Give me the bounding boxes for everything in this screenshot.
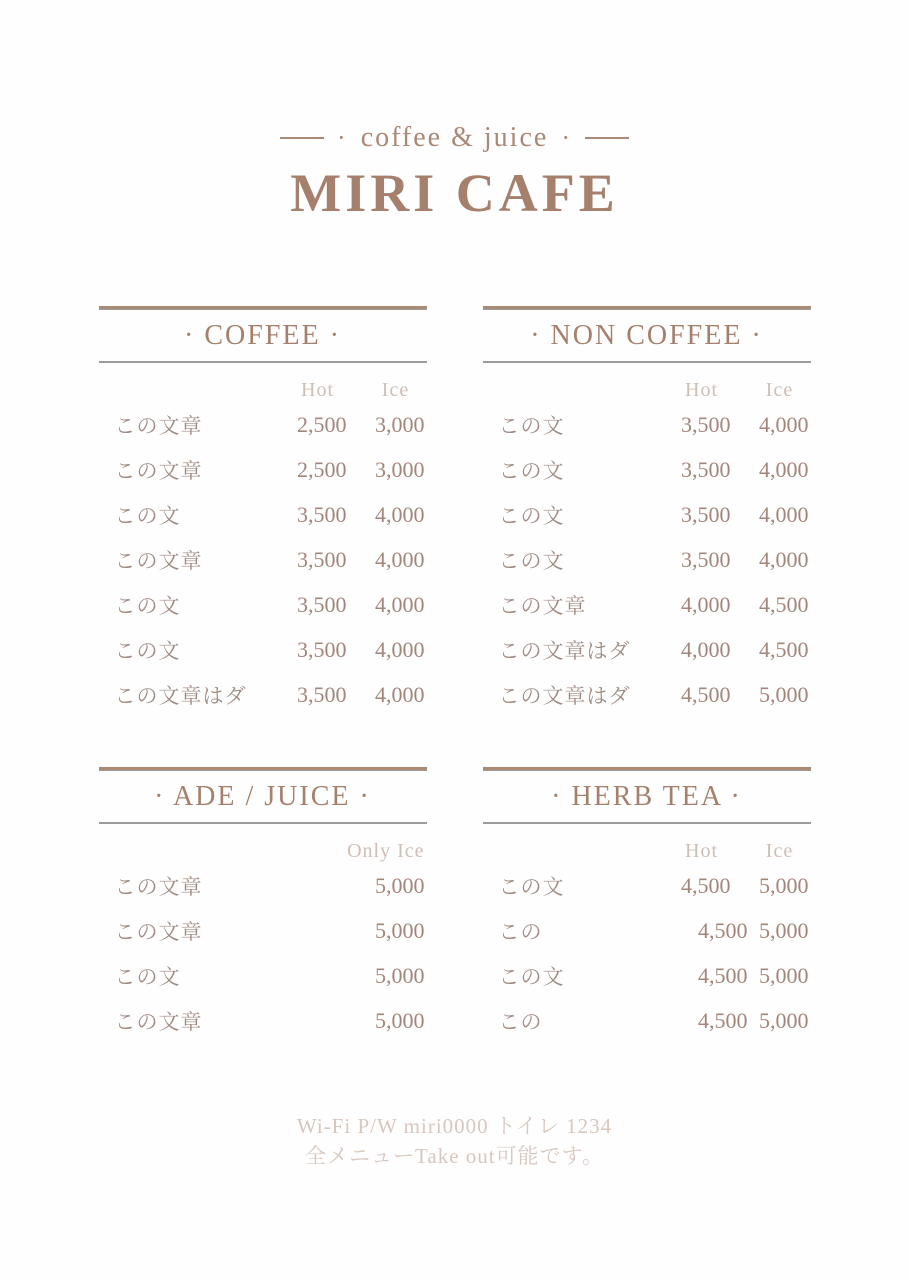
- tagline-left-dot: ·: [337, 123, 348, 152]
- menu-grid: [0, 306, 909, 1043]
- item-name: この文: [498, 413, 565, 438]
- item-price-ice: 4,000: [375, 546, 425, 572]
- item-price-ice: 3,000: [375, 456, 425, 482]
- menu-item-row: [99, 447, 427, 492]
- item-name: この文章: [114, 874, 203, 899]
- section-coffee: [99, 306, 427, 717]
- column-header-ice: Ice: [381, 379, 410, 401]
- item-price-hot: 3,500: [681, 456, 731, 482]
- menu-item-row: [99, 537, 427, 582]
- item-name: この文: [114, 503, 181, 528]
- item-price-hot: 3,500: [297, 591, 347, 617]
- item-name: この文: [114, 593, 181, 618]
- item-name: この文章はダ: [498, 638, 631, 663]
- menu-item-row: [483, 582, 811, 627]
- item-name: この文章: [114, 1009, 203, 1034]
- item-name: この文: [498, 874, 565, 899]
- item-name: この文: [498, 964, 565, 989]
- section-title-coffee: · COFFEE ·: [184, 320, 341, 351]
- menu-item-row: [483, 492, 811, 537]
- column-header-ice: Ice: [765, 840, 794, 862]
- item-price-hot: 3,500: [297, 546, 347, 572]
- item-name: この: [498, 919, 543, 944]
- menu-item-row: [99, 863, 427, 908]
- item-name: この文章はダ: [498, 683, 631, 708]
- menu-item-row: [99, 908, 427, 953]
- item-price-ice: 5,000: [375, 917, 425, 943]
- tagline: [0, 122, 909, 154]
- item-price-ice: 4,000: [759, 456, 809, 482]
- section-non-coffee: [483, 306, 811, 717]
- column-header-hot: Hot: [685, 379, 718, 401]
- column-headers: [483, 379, 811, 402]
- item-name: この: [498, 1009, 543, 1034]
- menu-item-row: [483, 953, 811, 998]
- item-price-ice: 4,000: [759, 501, 809, 527]
- item-price-hot: 4,500: [698, 917, 748, 943]
- item-name: この文章: [114, 919, 203, 944]
- column-header-hot: Hot: [685, 840, 718, 862]
- tagline-text: coffee & juice: [360, 122, 549, 153]
- item-name: この文: [114, 638, 181, 663]
- menu-item-row: [483, 447, 811, 492]
- item-price-hot: 3,500: [681, 411, 731, 437]
- single-rule: [483, 361, 811, 363]
- tagline-right-dot: ·: [561, 123, 572, 152]
- menu-item-row: [99, 953, 427, 998]
- item-name: この文: [114, 964, 181, 989]
- item-price-ice: 4,000: [375, 636, 425, 662]
- menu-item-row: [99, 627, 427, 672]
- item-price-ice: 5,000: [375, 962, 425, 988]
- section-title-herb-tea: · HERB TEA ·: [551, 781, 742, 812]
- menu-item-row: [483, 908, 811, 953]
- item-price-hot: 4,500: [681, 872, 731, 898]
- single-rule: [483, 822, 811, 824]
- item-price-hot: 2,500: [297, 411, 347, 437]
- column-headers: [99, 840, 427, 863]
- item-price-hot: 3,500: [297, 636, 347, 662]
- item-price-ice: 5,000: [375, 1007, 425, 1033]
- item-price-hot: 4,000: [681, 591, 731, 617]
- item-name: この文章: [114, 548, 203, 573]
- menu-item-row: [483, 537, 811, 582]
- menu-footer: [0, 1111, 909, 1172]
- tagline-left-line: [280, 137, 324, 139]
- menu-item-row: [483, 627, 811, 672]
- menu-item-row: [483, 998, 811, 1043]
- item-price-hot: 3,500: [681, 501, 731, 527]
- column-headers: [99, 379, 427, 402]
- item-name: この文章: [114, 458, 203, 483]
- item-price-ice: 5,000: [759, 872, 809, 898]
- item-price-hot: 2,500: [297, 456, 347, 482]
- footer-takeout-info: 全メニューTake out可能です。: [305, 1144, 604, 1169]
- item-price-hot: 3,500: [297, 501, 347, 527]
- item-price-ice: 4,000: [759, 546, 809, 572]
- menu-item-row: [99, 492, 427, 537]
- cafe-title: MIRI CAFE: [290, 163, 619, 223]
- item-name: この文: [498, 548, 565, 573]
- footer-wifi-info: Wi-Fi P/W miri0000 トイレ 1234: [296, 1114, 613, 1138]
- menu-item-row: [99, 998, 427, 1043]
- item-price-ice: 5,000: [759, 962, 809, 988]
- section-herb-tea: [483, 767, 811, 1043]
- column-header-hot: Hot: [301, 379, 334, 401]
- menu-item-row: [483, 402, 811, 447]
- item-name: この文章: [114, 413, 203, 438]
- column-header-ice: Ice: [765, 379, 794, 401]
- section-title-non-coffee: · NON COFFEE ·: [530, 320, 763, 351]
- item-price-hot: 3,500: [297, 681, 347, 707]
- single-rule: [99, 361, 427, 363]
- section-title-ade-juice: · ADE / JUICE ·: [154, 781, 371, 812]
- item-price-ice: 4,500: [759, 591, 809, 617]
- item-price-ice: 4,000: [375, 681, 425, 707]
- item-price-hot: 4,500: [698, 962, 748, 988]
- item-price-hot: 3,500: [681, 546, 731, 572]
- item-price-ice: 5,000: [759, 917, 809, 943]
- item-name: この文: [498, 503, 565, 528]
- menu-item-row: [99, 402, 427, 447]
- column-header-only-ice: Only Ice: [347, 840, 425, 862]
- item-price-ice: 4,500: [759, 636, 809, 662]
- item-price-ice: 5,000: [759, 681, 809, 707]
- item-price-ice: 4,000: [759, 411, 809, 437]
- menu-item-row: [483, 672, 811, 717]
- item-name: この文章はダ: [114, 683, 247, 708]
- item-price-ice: 3,000: [375, 411, 425, 437]
- item-name: この文章: [498, 593, 587, 618]
- menu-item-row: [99, 582, 427, 627]
- menu-header: [0, 0, 909, 224]
- column-headers: [483, 840, 811, 863]
- menu-item-row: [99, 672, 427, 717]
- tagline-right-line: [585, 137, 629, 139]
- item-price-hot: 4,000: [681, 636, 731, 662]
- item-price-ice: 5,000: [759, 1007, 809, 1033]
- item-price-ice: 5,000: [375, 872, 425, 898]
- item-price-hot: 4,500: [681, 681, 731, 707]
- menu-item-row: [483, 863, 811, 908]
- item-price-hot: 4,500: [698, 1007, 748, 1033]
- item-price-ice: 4,000: [375, 591, 425, 617]
- section-ade-juice: [99, 767, 427, 1043]
- single-rule: [99, 822, 427, 824]
- item-name: この文: [498, 458, 565, 483]
- item-price-ice: 4,000: [375, 501, 425, 527]
